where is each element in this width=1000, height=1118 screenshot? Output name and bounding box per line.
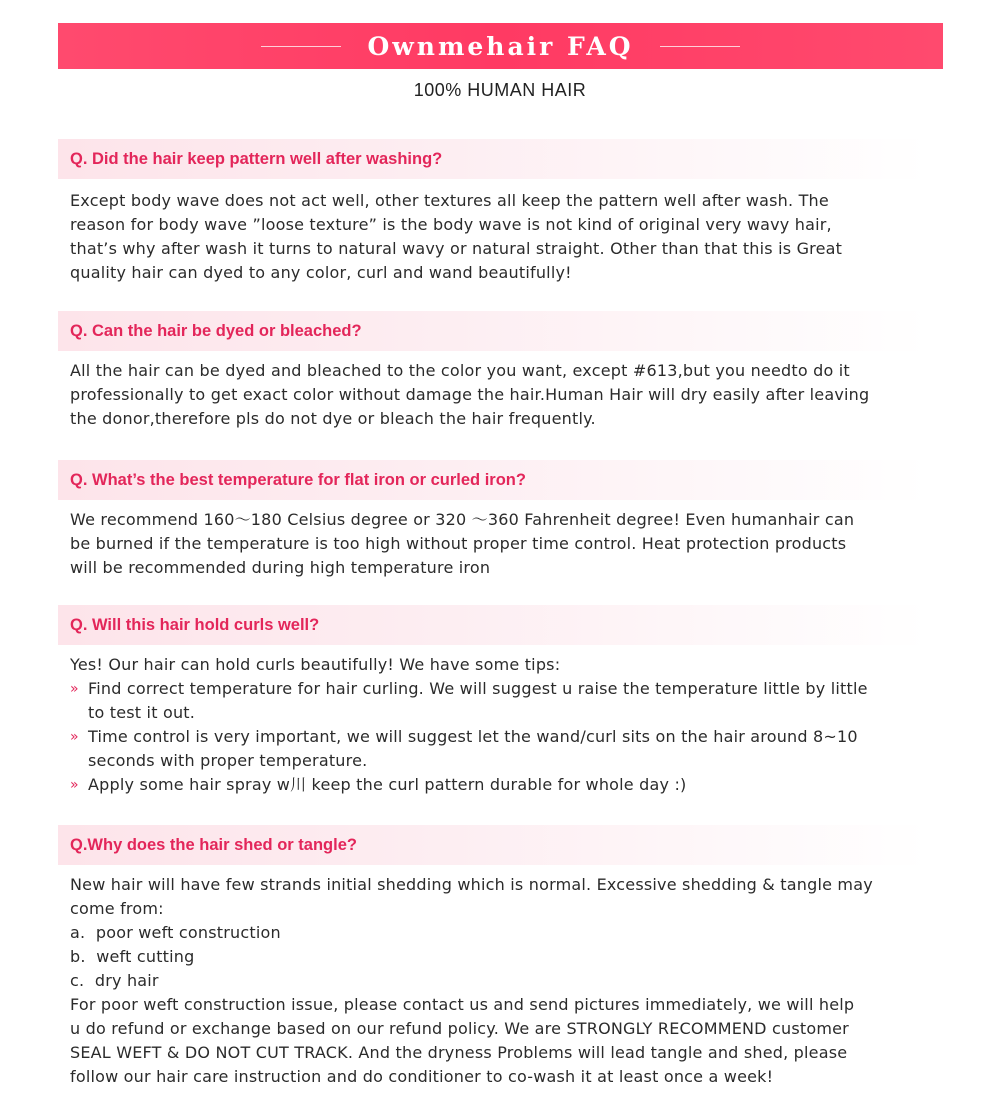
banner-right-rule	[660, 46, 740, 47]
faq-answer-4	[70, 653, 950, 797]
answer-line: be burned if the temperature is too high without proper time control. Heat protection products	[70, 534, 847, 553]
answer-line: will be recommended during high temperature iron	[70, 558, 491, 577]
faq-answer-1	[70, 189, 950, 285]
answer-line: quality hair can dyed to any color, curl and wand beautifully!	[70, 263, 572, 282]
faq-answer-3	[70, 508, 950, 580]
tip-item	[70, 773, 950, 797]
faq-subtitle: 100% HUMAN HAIR	[413, 80, 587, 100]
faq-question-5	[58, 825, 928, 865]
answer-line: the donor,therefore pls do not dye or bleach the hair frequently.	[70, 409, 596, 428]
answer-line: that’s why after wash it turns to natural wavy or natural straight. Other than that this is Great	[70, 239, 843, 258]
faq-question-3	[58, 460, 928, 500]
tip-line: to test it out.	[88, 703, 196, 722]
faq-title-banner	[58, 23, 943, 69]
answer-line: professionally to get exact color without damage the hair.Human Hair will dry easily after leaving	[70, 385, 870, 404]
faq-answer-5	[70, 873, 950, 1089]
double-chevron-icon: »	[70, 681, 79, 697]
answer-line: follow our hair care instruction and do conditioner to co-wash it at least once a week!	[70, 1067, 774, 1086]
answer-intro: Yes! Our hair can hold curls beautifully! We have some tips:	[70, 655, 561, 674]
tip-item	[70, 725, 950, 773]
question-text: Q. Will this hair hold curls well?	[70, 615, 320, 634]
answer-line: New hair will have few strands initial shedding which is normal. Excessive shedding & tangle may	[70, 875, 873, 894]
faq-question-1	[58, 139, 928, 179]
answer-line: u do refund or exchange based on our refund policy. We are STRONGLY RECOMMEND customer	[70, 1019, 849, 1038]
question-text: Q. What’s the best temperature for flat iron or curled iron?	[70, 470, 526, 489]
faq-title: Ownmehair FAQ	[367, 31, 634, 61]
answer-line: All the hair can be dyed and bleached to the color you want, except #613,but you needto do it	[70, 361, 850, 380]
double-chevron-icon: »	[70, 777, 79, 793]
question-text: Q.Why does the hair shed or tangle?	[70, 835, 357, 854]
tip-item	[70, 677, 950, 725]
question-text: Q. Did the hair keep pattern well after washing?	[70, 149, 443, 168]
faq-answer-2	[70, 359, 950, 431]
answer-line: We recommend 160～180 Celsius degree or 320 ～360 Fahrenheit degree! Even humanhair can	[70, 510, 855, 529]
tip-line: Time control is very important, we will suggest let the wand/curl sits on the hair around 8~10	[88, 727, 858, 746]
tip-line: Find correct temperature for hair curling. We will suggest u raise the temperature little by little	[88, 679, 868, 698]
double-chevron-icon: »	[70, 729, 79, 745]
cause-item: c. dry hair	[70, 971, 159, 990]
answer-line: reason for body wave ”loose texture” is the body wave is not kind of original very wavy hair,	[70, 215, 832, 234]
banner-left-rule	[261, 46, 341, 47]
cause-item: b. weft cutting	[70, 947, 195, 966]
tip-line: seconds with proper temperature.	[88, 751, 368, 770]
question-text: Q. Can the hair be dyed or bleached?	[70, 321, 362, 340]
answer-line: SEAL WEFT & DO NOT CUT TRACK. And the dryness Problems will lead tangle and shed, please	[70, 1043, 848, 1062]
answer-line: Except body wave does not act well, other textures all keep the pattern well after wash. The	[70, 191, 829, 210]
faq-question-2	[58, 311, 928, 351]
answer-line: come from:	[70, 899, 164, 918]
cause-item: a. poor weft construction	[70, 923, 281, 942]
tip-line: Apply some hair spray w川 keep the curl pattern durable for whole day :)	[88, 775, 687, 794]
faq-question-4	[58, 605, 928, 645]
answer-line: For poor weft construction issue, please contact us and send pictures immediately, we will help	[70, 995, 855, 1014]
